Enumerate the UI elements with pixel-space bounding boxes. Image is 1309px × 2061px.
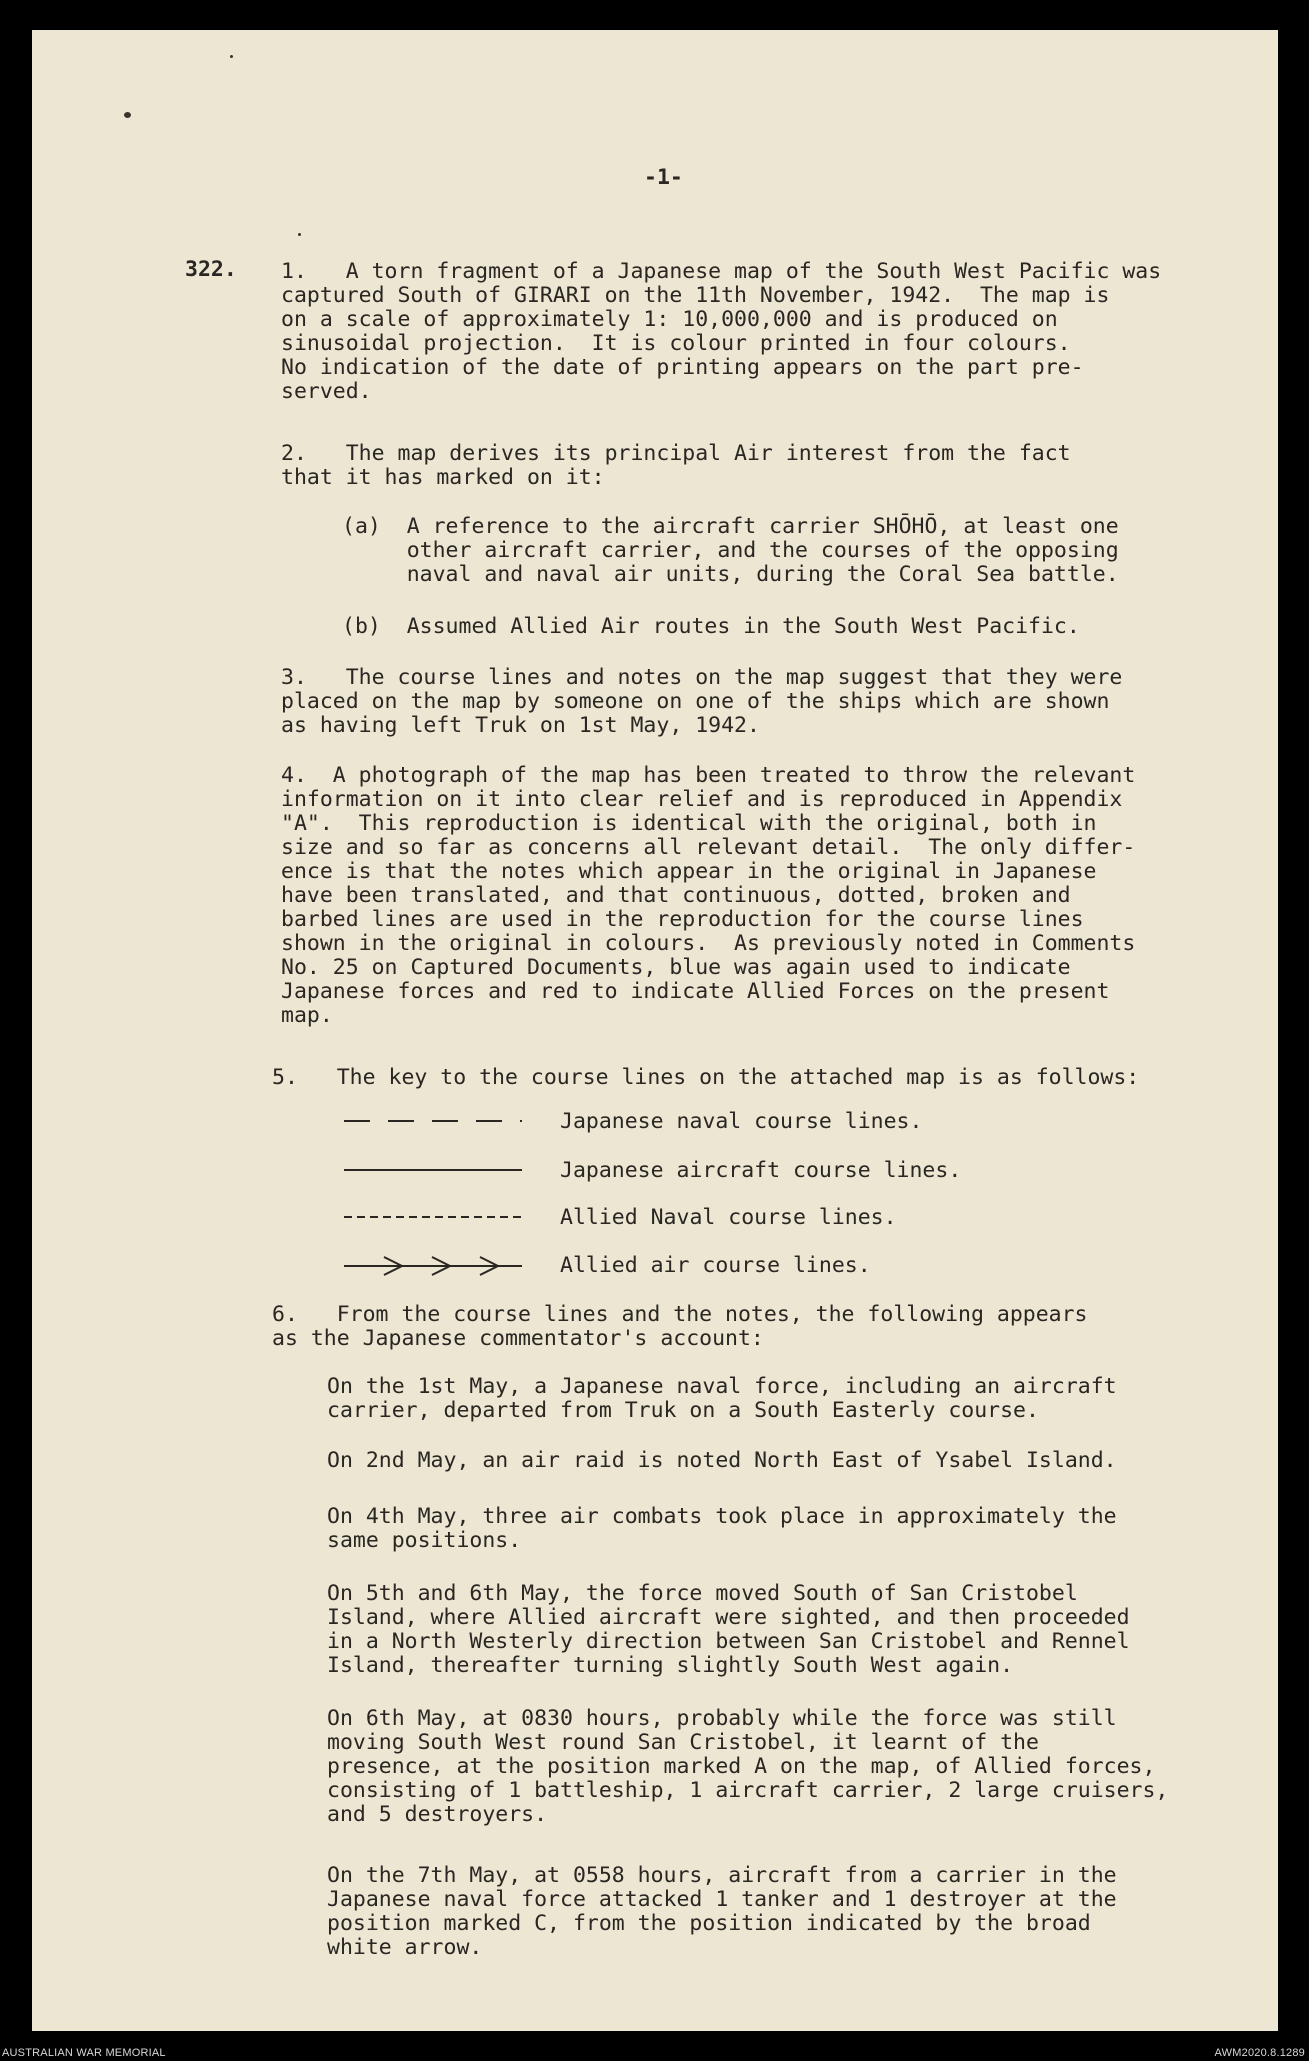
key-label-japanese-aircraft: Japanese aircraft course lines. bbox=[560, 1158, 962, 1183]
paper-speck bbox=[230, 55, 233, 58]
japanese-naval-course-line-sample bbox=[344, 1115, 524, 1127]
paragraph-5: 5. The key to the course lines on the attached map is as follows: bbox=[272, 1065, 1140, 1090]
allied-naval-course-line-sample bbox=[344, 1211, 524, 1223]
allied-air-course-line-sample bbox=[344, 1253, 524, 1279]
account-4th-may: On 4th May, three air combats took place in approximately the same positions. bbox=[327, 1504, 1117, 1553]
account-7th-may: On the 7th May, at 0558 hours, aircraft from a carrier in the Japanese naval force attacked 1 tanker and 1 destroyer at the position marked C, from the position indicated by the broad white arrow. bbox=[327, 1863, 1117, 1960]
document-page bbox=[32, 30, 1278, 2031]
key-label-allied-air: Allied air course lines. bbox=[560, 1253, 871, 1278]
paragraph-6: 6. From the course lines and the notes, the following appears as the Japanese commentator's account: bbox=[272, 1302, 1088, 1351]
paper-speck bbox=[124, 112, 131, 118]
paper-speck bbox=[298, 233, 301, 236]
page-number: -1- bbox=[644, 165, 683, 190]
paragraph-3: 3. The course lines and notes on the map suggest that they were placed on the map by someone on one of the ships which are shown as having left Truk on 1st May, 1942. bbox=[281, 665, 1123, 738]
paragraph-2: 2. The map derives its principal Air interest from the fact that it has marked on it: bbox=[281, 441, 1071, 490]
paragraph-2a: (a) A reference to the aircraft carrier SHŌHŌ, at least one other aircraft carrier, and the courses of the opposing naval and naval air units, during the Coral Sea battle. bbox=[342, 514, 1119, 587]
account-5th-6th-may: On 5th and 6th May, the force moved South of San Cristobel Island, where Allied aircraft were sighted, and then proceeded in a North Westerly direction between San Cristobel and Rennel Island, thereafter turning slightly South West again. bbox=[327, 1581, 1130, 1678]
key-label-japanese-naval: Japanese naval course lines. bbox=[560, 1109, 923, 1134]
paragraph-1: 1. A torn fragment of a Japanese map of the South West Pacific was captured South of GIRARI on the 11th November, 1942. The map is on a scale of approximately 1: 10,000,000 and is produced on sinusoidal projection. It is colour printed in four colours. No indication of the date of printing appears on the part pre- served. bbox=[281, 259, 1162, 404]
account-2nd-may: On 2nd May, an air raid is noted North East of Ysabel Island. bbox=[327, 1448, 1117, 1473]
paragraph-4: 4. A photograph of the map has been treated to throw the relevant information on it into clear relief and is reproduced in Appendix "A". This reproduction is identical with the original, both in size and so far as concerns all relevant detail. The only differ- ence is that the notes which appear in the original in Japanese have been translated, and that continuous, dotted, broken and barbed lines are used in the reproduction for the course lines shown in the original in colours. As previously noted in Comments No. 25 on Captured Documents, blue was again used to indicate Japanese forces and red to indicate Allied Forces on the present map. bbox=[281, 763, 1136, 1028]
footer-accession-number: AWM2020.8.1289 bbox=[1214, 2047, 1305, 2059]
paragraph-2b: (b) Assumed Allied Air routes in the South West Pacific. bbox=[342, 614, 1080, 639]
japanese-aircraft-course-line-sample bbox=[344, 1164, 524, 1176]
key-label-allied-naval: Allied Naval course lines. bbox=[560, 1205, 897, 1230]
paragraph-number-322: 322. bbox=[185, 257, 237, 282]
account-6th-may: On 6th May, at 0830 hours, probably while the force was still moving South West round San Cristobel, it learnt of the presence, at the position marked A on the map, of Allied forces, consisting of 1 battleship, 1 aircraft carrier, 2 large cruisers, and 5 destroyers. bbox=[327, 1706, 1169, 1827]
footer-archive-name: AUSTRALIAN WAR MEMORIAL bbox=[2, 2047, 166, 2059]
account-1st-may: On the 1st May, a Japanese naval force, including an aircraft carrier, departed from Truk on a South Easterly course. bbox=[327, 1374, 1117, 1423]
